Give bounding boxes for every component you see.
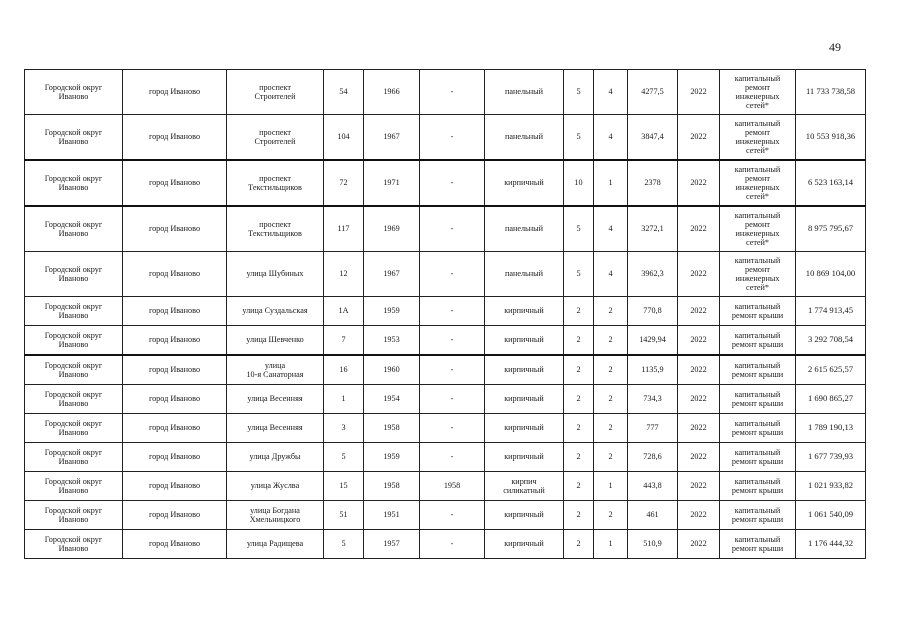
work-type-cell: капитальный ремонт крыши: [720, 443, 796, 472]
city-cell: город Иваново: [123, 443, 227, 472]
city-cell: город Иваново: [123, 160, 227, 206]
house-number-cell: 3: [324, 414, 364, 443]
table-body: [25, 70, 866, 559]
year-reconstruction-cell: -: [420, 530, 485, 559]
city-cell: город Иваново: [123, 206, 227, 252]
city-cell: город Иваново: [123, 252, 227, 297]
street-cell: улица Жуслва: [227, 472, 324, 501]
year-reconstruction-cell: -: [420, 385, 485, 414]
wall-material-cell: кирпичный: [485, 530, 564, 559]
entrances-cell: 1: [594, 160, 628, 206]
table-row: [25, 501, 866, 530]
cost-cell: 8 975 795,67: [796, 206, 866, 252]
district-cell: Городской округ Иваново: [25, 160, 123, 206]
table-row: [25, 160, 866, 206]
district-cell: Городской округ Иваново: [25, 115, 123, 161]
city-cell: город Иваново: [123, 70, 227, 115]
wall-material-cell: кирпичный: [485, 501, 564, 530]
street-cell: улица Шубиных: [227, 252, 324, 297]
table-row: [25, 252, 866, 297]
floors-cell: 5: [564, 252, 594, 297]
work-type-cell: капитальный ремонт крыши: [720, 530, 796, 559]
area-cell: 4277,5: [628, 70, 678, 115]
page-number: 49: [829, 40, 841, 54]
area-cell: 1135,9: [628, 355, 678, 385]
street-cell: улица Шевченко: [227, 326, 324, 356]
district-cell: Городской округ Иваново: [25, 443, 123, 472]
year-reconstruction-cell: -: [420, 115, 485, 161]
year-built-cell: 1971: [364, 160, 420, 206]
year-reconstruction-cell: -: [420, 355, 485, 385]
year-built-cell: 1960: [364, 355, 420, 385]
year-built-cell: 1958: [364, 414, 420, 443]
district-cell: Городской округ Иваново: [25, 501, 123, 530]
year-built-cell: 1959: [364, 443, 420, 472]
wall-material-cell: кирпичный: [485, 385, 564, 414]
plan-year-cell: 2022: [678, 501, 720, 530]
table-row: [25, 443, 866, 472]
street-cell: проспект Текстильщиков: [227, 160, 324, 206]
table-row: [25, 472, 866, 501]
wall-material-cell: кирпич силикатный: [485, 472, 564, 501]
wall-material-cell: панельный: [485, 70, 564, 115]
cost-cell: 6 523 163,14: [796, 160, 866, 206]
street-cell: улица 10-я Санаторная: [227, 355, 324, 385]
table-row: [25, 206, 866, 252]
year-built-cell: 1957: [364, 530, 420, 559]
district-cell: Городской округ Иваново: [25, 206, 123, 252]
table-row: [25, 414, 866, 443]
year-built-cell: 1967: [364, 115, 420, 161]
city-cell: город Иваново: [123, 355, 227, 385]
city-cell: город Иваново: [123, 414, 227, 443]
cost-cell: 1 789 190,13: [796, 414, 866, 443]
cost-cell: 10 553 918,36: [796, 115, 866, 161]
year-built-cell: 1966: [364, 70, 420, 115]
city-cell: город Иваново: [123, 472, 227, 501]
floors-cell: 5: [564, 206, 594, 252]
year-built-cell: 1958: [364, 472, 420, 501]
year-reconstruction-cell: -: [420, 326, 485, 356]
cost-cell: 1 774 913,45: [796, 297, 866, 326]
entrances-cell: 2: [594, 385, 628, 414]
city-cell: город Иваново: [123, 115, 227, 161]
plan-year-cell: 2022: [678, 414, 720, 443]
city-cell: город Иваново: [123, 297, 227, 326]
year-built-cell: 1951: [364, 501, 420, 530]
house-number-cell: 16: [324, 355, 364, 385]
floors-cell: 10: [564, 160, 594, 206]
street-cell: улица Радищева: [227, 530, 324, 559]
house-number-cell: 5: [324, 443, 364, 472]
plan-year-cell: 2022: [678, 443, 720, 472]
house-number-cell: 51: [324, 501, 364, 530]
cost-cell: 10 869 104,00: [796, 252, 866, 297]
work-type-cell: капитальный ремонт крыши: [720, 472, 796, 501]
year-reconstruction-cell: -: [420, 160, 485, 206]
house-number-cell: 5: [324, 530, 364, 559]
house-number-cell: 54: [324, 70, 364, 115]
entrances-cell: 2: [594, 414, 628, 443]
house-number-cell: 72: [324, 160, 364, 206]
house-number-cell: 1: [324, 385, 364, 414]
house-number-cell: 1А: [324, 297, 364, 326]
floors-cell: 2: [564, 297, 594, 326]
district-cell: Городской округ Иваново: [25, 326, 123, 356]
floors-cell: 2: [564, 385, 594, 414]
floors-cell: 2: [564, 530, 594, 559]
wall-material-cell: панельный: [485, 252, 564, 297]
entrances-cell: 4: [594, 206, 628, 252]
cost-cell: 1 021 933,82: [796, 472, 866, 501]
area-cell: 3962,3: [628, 252, 678, 297]
plan-year-cell: 2022: [678, 385, 720, 414]
wall-material-cell: кирпичный: [485, 297, 564, 326]
entrances-cell: 2: [594, 355, 628, 385]
work-type-cell: капитальный ремонт крыши: [720, 355, 796, 385]
area-cell: 734,3: [628, 385, 678, 414]
plan-year-cell: 2022: [678, 472, 720, 501]
district-cell: Городской округ Иваново: [25, 297, 123, 326]
floors-cell: 2: [564, 355, 594, 385]
entrances-cell: 2: [594, 501, 628, 530]
area-cell: 728,6: [628, 443, 678, 472]
district-cell: Городской округ Иваново: [25, 355, 123, 385]
plan-year-cell: 2022: [678, 530, 720, 559]
wall-material-cell: кирпичный: [485, 355, 564, 385]
cost-cell: 11 733 738,58: [796, 70, 866, 115]
street-cell: улица Суздальская: [227, 297, 324, 326]
work-type-cell: капитальный ремонт крыши: [720, 414, 796, 443]
cost-cell: 2 615 625,57: [796, 355, 866, 385]
street-cell: улица Дружбы: [227, 443, 324, 472]
area-cell: 1429,94: [628, 326, 678, 356]
year-reconstruction-cell: -: [420, 70, 485, 115]
cost-cell: 1 176 444,32: [796, 530, 866, 559]
floors-cell: 2: [564, 414, 594, 443]
floors-cell: 2: [564, 501, 594, 530]
work-type-cell: капитальный ремонт инженерных сетей*: [720, 115, 796, 161]
plan-year-cell: 2022: [678, 115, 720, 161]
house-number-cell: 104: [324, 115, 364, 161]
cost-cell: 1 677 739,93: [796, 443, 866, 472]
wall-material-cell: кирпичный: [485, 414, 564, 443]
wall-material-cell: кирпичный: [485, 443, 564, 472]
work-type-cell: капитальный ремонт инженерных сетей*: [720, 160, 796, 206]
city-cell: город Иваново: [123, 326, 227, 356]
city-cell: город Иваново: [123, 501, 227, 530]
area-cell: 3847,4: [628, 115, 678, 161]
entrances-cell: 2: [594, 326, 628, 356]
area-cell: 777: [628, 414, 678, 443]
plan-year-cell: 2022: [678, 70, 720, 115]
district-cell: Городской округ Иваново: [25, 530, 123, 559]
entrances-cell: 2: [594, 443, 628, 472]
wall-material-cell: панельный: [485, 206, 564, 252]
year-built-cell: 1967: [364, 252, 420, 297]
floors-cell: 5: [564, 70, 594, 115]
street-cell: проспект Строителей: [227, 115, 324, 161]
district-cell: Городской округ Иваново: [25, 70, 123, 115]
city-cell: город Иваново: [123, 530, 227, 559]
house-number-cell: 15: [324, 472, 364, 501]
table-row: [25, 385, 866, 414]
floors-cell: 2: [564, 472, 594, 501]
table-row: [25, 297, 866, 326]
year-reconstruction-cell: -: [420, 414, 485, 443]
work-type-cell: капитальный ремонт крыши: [720, 385, 796, 414]
cost-cell: 1 061 540,09: [796, 501, 866, 530]
area-cell: 510,9: [628, 530, 678, 559]
work-type-cell: капитальный ремонт крыши: [720, 297, 796, 326]
year-reconstruction-cell: -: [420, 206, 485, 252]
plan-year-cell: 2022: [678, 326, 720, 356]
house-number-cell: 12: [324, 252, 364, 297]
plan-year-cell: 2022: [678, 206, 720, 252]
housing-repair-table: [24, 69, 866, 559]
street-cell: проспект Строителей: [227, 70, 324, 115]
floors-cell: 2: [564, 443, 594, 472]
area-cell: 770,8: [628, 297, 678, 326]
district-cell: Городской округ Иваново: [25, 472, 123, 501]
area-cell: 443,8: [628, 472, 678, 501]
year-reconstruction-cell: -: [420, 252, 485, 297]
district-cell: Городской округ Иваново: [25, 252, 123, 297]
table-row: [25, 326, 866, 356]
street-cell: улица Весенняя: [227, 385, 324, 414]
year-reconstruction-cell: -: [420, 443, 485, 472]
table-row: [25, 70, 866, 115]
year-reconstruction-cell: -: [420, 501, 485, 530]
work-type-cell: капитальный ремонт инженерных сетей*: [720, 252, 796, 297]
entrances-cell: 4: [594, 70, 628, 115]
floors-cell: 5: [564, 115, 594, 161]
work-type-cell: капитальный ремонт крыши: [720, 501, 796, 530]
area-cell: 461: [628, 501, 678, 530]
entrances-cell: 2: [594, 297, 628, 326]
street-cell: проспект Текстильщиков: [227, 206, 324, 252]
house-number-cell: 117: [324, 206, 364, 252]
wall-material-cell: панельный: [485, 115, 564, 161]
entrances-cell: 1: [594, 472, 628, 501]
table-row: [25, 355, 866, 385]
area-cell: 2378: [628, 160, 678, 206]
house-number-cell: 7: [324, 326, 364, 356]
wall-material-cell: кирпичный: [485, 160, 564, 206]
table-row: [25, 530, 866, 559]
area-cell: 3272,1: [628, 206, 678, 252]
district-cell: Городской округ Иваново: [25, 385, 123, 414]
year-reconstruction-cell: -: [420, 297, 485, 326]
year-built-cell: 1953: [364, 326, 420, 356]
plan-year-cell: 2022: [678, 355, 720, 385]
table-row: [25, 115, 866, 161]
work-type-cell: капитальный ремонт инженерных сетей*: [720, 70, 796, 115]
street-cell: улица Весенняя: [227, 414, 324, 443]
plan-year-cell: 2022: [678, 252, 720, 297]
entrances-cell: 4: [594, 115, 628, 161]
year-built-cell: 1954: [364, 385, 420, 414]
city-cell: город Иваново: [123, 385, 227, 414]
street-cell: улица Богдана Хмельницкого: [227, 501, 324, 530]
district-cell: Городской округ Иваново: [25, 414, 123, 443]
entrances-cell: 1: [594, 530, 628, 559]
year-built-cell: 1959: [364, 297, 420, 326]
year-built-cell: 1969: [364, 206, 420, 252]
work-type-cell: капитальный ремонт инженерных сетей*: [720, 206, 796, 252]
entrances-cell: 4: [594, 252, 628, 297]
floors-cell: 2: [564, 326, 594, 356]
plan-year-cell: 2022: [678, 160, 720, 206]
cost-cell: 3 292 708,54: [796, 326, 866, 356]
work-type-cell: капитальный ремонт крыши: [720, 326, 796, 356]
plan-year-cell: 2022: [678, 297, 720, 326]
year-reconstruction-cell: 1958: [420, 472, 485, 501]
wall-material-cell: кирпичный: [485, 326, 564, 356]
cost-cell: 1 690 865,27: [796, 385, 866, 414]
